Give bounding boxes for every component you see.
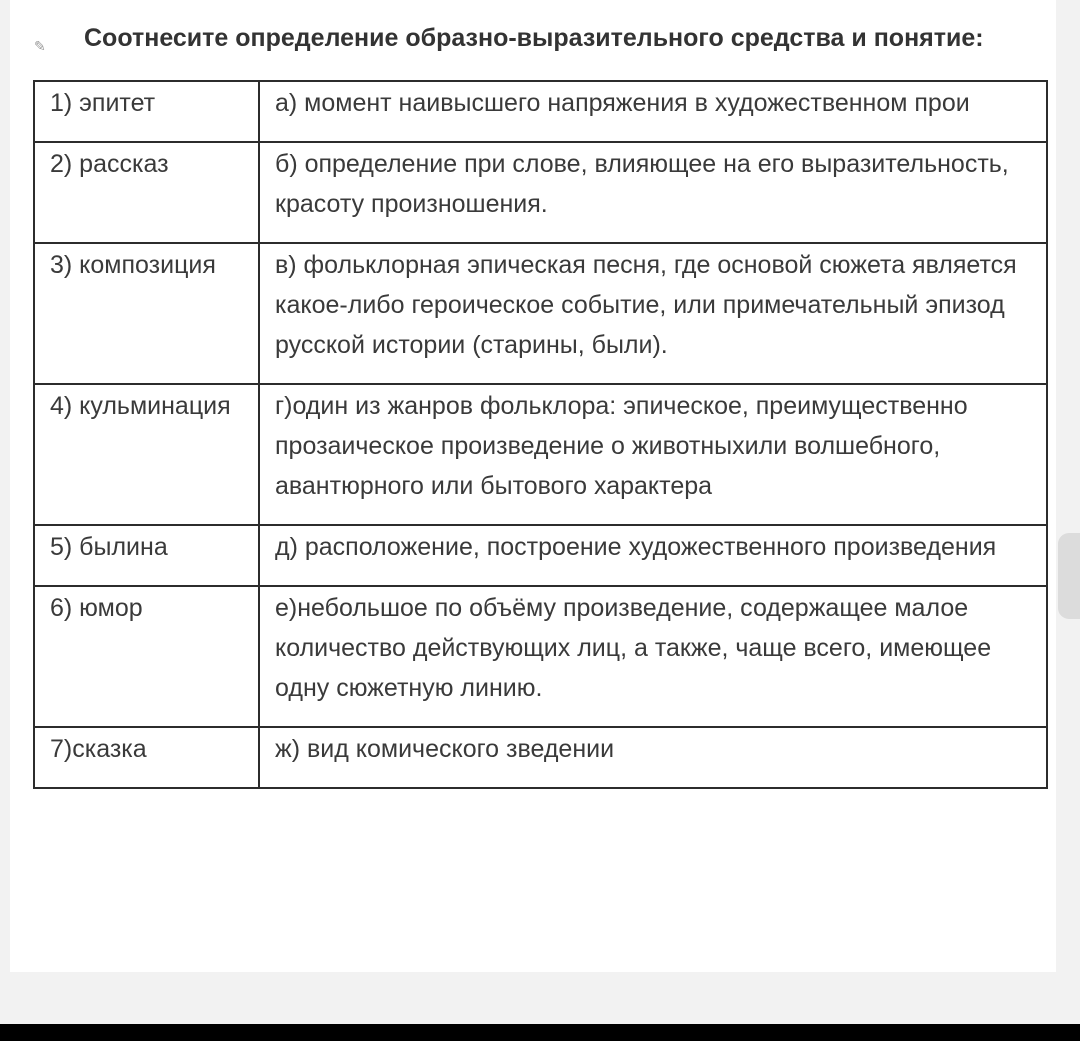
pencil-icon: ✎ — [34, 38, 46, 54]
table-row — [34, 525, 1047, 586]
definition-cell: ж) вид комического зведении — [259, 727, 1047, 788]
term-cell: 4) кульминация — [34, 384, 259, 525]
term-cell: 2) рассказ — [34, 142, 259, 243]
term-cell: 5) былина — [34, 525, 259, 586]
definition-cell: д) расположение, построение художественного произведения — [259, 525, 1047, 586]
term-cell: 6) юмор — [34, 586, 259, 727]
bottom-bar — [0, 1024, 1080, 1041]
definition-cell: г)один из жанров фольклора: эпическое, преимущественно прозаическое произведение о животныхили волшебного, авантюрного или бытового характера — [259, 384, 1047, 525]
table-row — [34, 142, 1047, 243]
definition-cell: б) определение при слове, влияющее на его выразительность, красоту произношения. — [259, 142, 1047, 243]
term-cell: 1) эпитет — [34, 81, 259, 142]
definition-cell: а) момент наивысшего напряжения в художественном прои — [259, 81, 1047, 142]
table-row — [34, 727, 1047, 788]
definition-cell: е)небольшое по объёму произведение, содержащее малое количество действующих лиц, а также, чаще всего, имеющее одну сюжетную линию. — [259, 586, 1047, 727]
task-title: Соотнесите определение образно-выразительного средства и понятие: — [84, 24, 984, 52]
term-cell: 3) композиция — [34, 243, 259, 384]
scrollbar-thumb[interactable] — [1058, 533, 1080, 619]
definition-cell: в) фольклорная эпическая песня, где основой сюжета является какое-либо героическое событие, или примечательный эпизод русской истории (старины, были). — [259, 243, 1047, 384]
table-row — [34, 81, 1047, 142]
table-row — [34, 586, 1047, 727]
term-cell: 7)сказка — [34, 727, 259, 788]
matching-table — [33, 80, 1048, 789]
table-row — [34, 384, 1047, 525]
table-row — [34, 243, 1047, 384]
